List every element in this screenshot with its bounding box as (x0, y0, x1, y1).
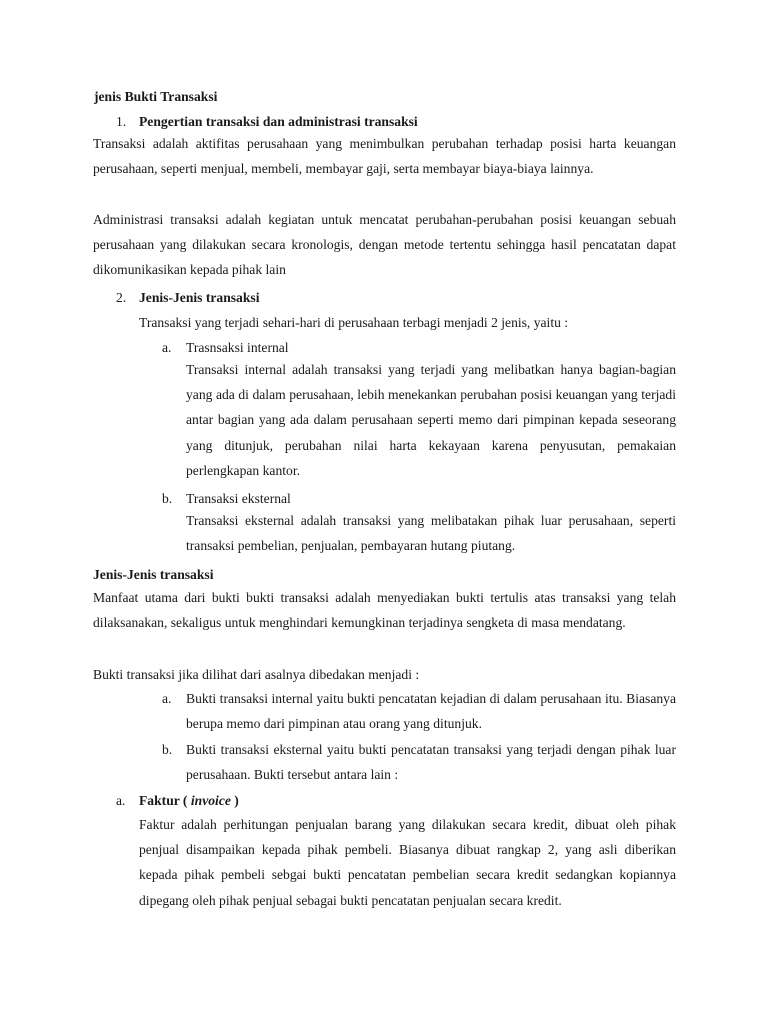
section-2-item-a-label: Trasnsaksi internal (186, 340, 289, 355)
faktur-letter: a. (116, 793, 126, 808)
section-3-heading: Jenis-Jenis transaksi (93, 567, 214, 582)
faktur-label-italic: invoice (190, 793, 231, 808)
section-1-paragraph-2: Administrasi transaksi adalah kegiatan untuk mencatat perubahan-perubahan posisi keuangan sebuah perusahaan yang dilakukan secara kronologis, dengan metode tertentu sehingga hasil pencatatan dapat dikomunikasikan kepada pihak lain (93, 212, 676, 278)
faktur-label-close: ) (234, 793, 239, 808)
section-3-item-b-letter: b. (162, 742, 173, 757)
faktur-heading (116, 791, 239, 811)
section-1-title: Pengertian transaksi dan administrasi transaksi (139, 114, 418, 129)
section-2-title: Jenis-Jenis transaksi (139, 290, 260, 305)
section-3-paragraph-2: Bukti transaksi jika dilihat dari asalnya dibedakan menjadi : (93, 667, 420, 682)
section-2-item-a-body: Transaksi internal adalah transaksi yang terjadi yang melibatkan hanya bagian-bagian yang ada di dalam perusahaan, lebih menekankan perubahan posisi keuangan yang terjadi antar bagian yang ada dalam perusahaan seperti memo dari pimpinan kepada seseorang yang ditunjuk, perubahan nilai harta kekayaan karena penyusutan, pemakaian perlengkapan kantor. (186, 362, 676, 478)
section-2-item-b-title (162, 489, 291, 509)
faktur-label: Faktur ( (139, 793, 188, 808)
section-2-intro: Transaksi yang terjadi sehari-hari di perusahaan terbagi menjadi 2 jenis, yaitu : (139, 315, 569, 330)
section-2-item-a-letter: a. (162, 340, 172, 355)
section-3-item-b (162, 737, 676, 787)
section-1-paragraph-1: Transaksi adalah aktifitas perusahaan yang menimbulkan perubahan terhadap posisi harta keuangan perusahaan, seperti menjual, membeli, membayar gaji, serta membayar biaya-biaya lainnya. (93, 136, 676, 177)
section-2-heading (116, 288, 260, 308)
faktur-body: Faktur adalah perhitungan penjualan barang yang dilakukan secara kredit, dibuat oleh pihak penjual disampaikan kepada pihak pembeli. Biasanya dibuat rangkap 2, yang asli diberikan kepada pihak pembeli sebgai bukti pencatatan pembelian secara kredit sedangkan kopiannya dipegang oleh pihak penjual sebagai bukti pencatatan penjualan secara kredit. (139, 817, 676, 908)
section-2-item-a-title (162, 338, 289, 358)
section-3-item-a-letter: a. (162, 691, 172, 706)
section-1-heading (116, 112, 418, 132)
section-3-item-a-body: Bukti transaksi internal yaitu bukti pencatatan kejadian di dalam perusahaan itu. Biasanya berupa memo dari pimpinan atau orang yang ditunjuk. (186, 691, 676, 732)
section-3-paragraph-1: Manfaat utama dari bukti bukti transaksi adalah menyediakan bukti tertulis atas transaksi yang telah dilaksanakan, sekaligus untuk menghindari kemungkinan terjadinya sengketa di masa mendatang. (93, 590, 676, 631)
section-2-number: 2. (116, 290, 127, 305)
section-2-item-b-body: Transaksi eksternal adalah transaksi yang melibatakan pihak luar perusahaan, seperti transaksi pembelian, penjualan, pembayaran hutang piutang. (186, 513, 676, 554)
section-3-item-b-body: Bukti transaksi eksternal yaitu bukti pencatatan transaksi yang terjadi dengan pihak luar perusahaan. Bukti tersebut antara lain : (186, 742, 676, 783)
section-2-item-b-letter: b. (162, 491, 173, 506)
section-1-number: 1. (116, 114, 127, 129)
section-3-item-a (162, 686, 676, 736)
section-2-item-b-label: Transaksi eksternal (186, 491, 291, 506)
document-title: jenis Bukti Transaksi (94, 89, 218, 104)
